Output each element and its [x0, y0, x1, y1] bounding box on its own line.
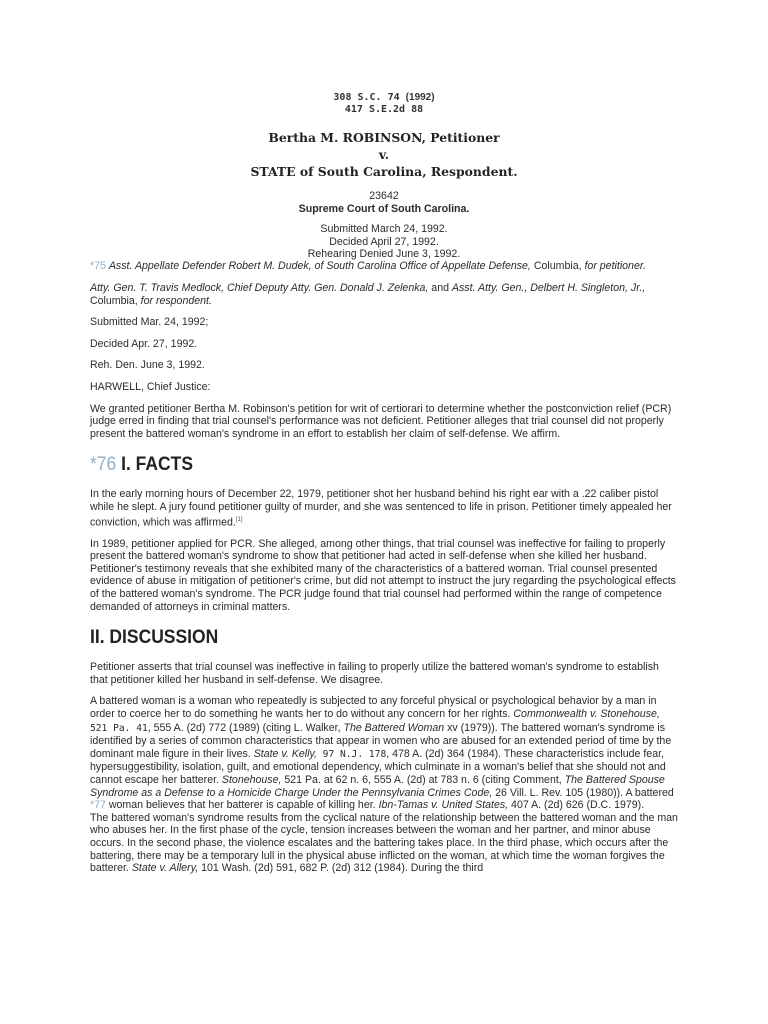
p2-text-7: woman believes that her batterer is capable of killing her. [105, 799, 379, 812]
judge-name: HARWELL, Chief Justice: [90, 380, 211, 393]
submitted-date: Submitted March 24, 1992. [320, 223, 448, 236]
page-star-link[interactable]: *77 [90, 799, 106, 812]
intro-paragraph: We granted petitioner Bertha M. Robinson's petition for writ of certiorari to determine whether the postconviction relief (PCR) judge erred in finding that trial counsel's performance was not deficient. Petitioner alleges that trial counsel did not properly present the battered woman's syndrome in an effort to establish her claim of self-defense. We affirm. [90, 402, 672, 440]
court-name: Supreme Court of South Carolina. [298, 202, 470, 215]
facts-heading-text: I. FACTS [121, 454, 193, 476]
p3-text-1: The battered woman's syndrome results from the cyclical nature of the relationship between the battered woman and the man who abuses her. In the first phase of the cycle, tension increases between the woman and her partner, and minor abuse occurs. In the second phase, the violence escalates and the battering takes place. In the third phase, which occurs after the battering, there may be a temporary lull in the physical abuse inflicted on the woman, at which time the woman forgives the batterer. [90, 811, 678, 875]
respondent-attorney-1: Atty. Gen. T. Travis Medlock, Chief Deputy Atty. Gen. Donald J. Zelenka, [90, 282, 429, 294]
page-star-link[interactable]: *75 [90, 260, 106, 273]
respondent-attorney-2: Asst. Atty. Gen., Delbert H. Singleton, Jr., [451, 282, 646, 294]
for-petitioner: for petitioner. [584, 260, 646, 273]
article-title: The Battered Spouse Syndrome as a Defense to a Homicide Charge Under the Pennsylvania Crimes Code, [90, 773, 665, 799]
discussion-paragraph-1: Petitioner asserts that trial counsel was ineffective in failing to properly utilize the battered woman's syndrome to establish that petitioner killed her husband in self-defense. We disagree. [90, 661, 659, 686]
decision-year: (1992) [405, 92, 435, 103]
citation-header [90, 92, 678, 116]
footnote-link[interactable]: [1] [235, 516, 243, 523]
case-name: Stonehouse, [221, 773, 282, 786]
case-name: State v. Kelly, [253, 747, 317, 760]
case-caption [90, 129, 678, 180]
petitioner-party: Bertha M. ROBINSON, Petitioner [268, 130, 500, 145]
p2-text-3: xv (1979)). The battered woman's syndrome is identified by a series of common characteristics that appear in women who are abused for an extended period of time by the dominant male figure in their lives. [90, 721, 672, 760]
facts-paragraph-2: In 1989, petitioner applied for PCR. She alleged, among other things, that trial counsel was ineffective for failing to properly present the battered woman's syndrome to show that petitioner had acted in self-defense when she killed her husband. Petitioner's testimony reveals that she exhibited many of the characteristics of a battered woman. Trial counsel presented evidence of abuse in mitigation of petitioner's crime, but did not attempt to instruct the jury regarding the psychological effects of the battered woman's syndrome. The PCR judge found that trial counsel had performed within the range of competence demanded of attorneys in criminal matters. [90, 537, 676, 613]
versus-label: v. [378, 147, 390, 162]
case-dates [90, 223, 678, 260]
decided-short: Decided Apr. 27, 1992. [90, 337, 198, 350]
p2-text-2: , 555 A. (2d) 772 (1989) (citing L. Walker, [147, 721, 344, 734]
petitioner-attorney: Asst. Appellate Defender Robert M. Dudek, of South Carolina Office of Appellate Defense, [108, 260, 531, 273]
official-citation [90, 92, 678, 104]
petitioner-counsel [90, 260, 678, 273]
discussion-paragraph-2 [90, 695, 678, 811]
reporter-cite: 521 Pa. 41 [90, 722, 148, 734]
docket-number: 23642 [369, 190, 399, 202]
p2-text-6: 26 Vill. L. Rev. 105 (1980)). A battered [492, 786, 674, 799]
case-name: Commonwealth v. Stonehouse, [513, 708, 660, 720]
respondent-counsel [90, 282, 678, 307]
p2-text-1: A battered woman is a woman who repeatedly is subjected to any forceful physical or psychological behavior by a man in order to coerce her to do something he wants her to do without any concern for her rights. [90, 695, 657, 720]
case-name: State v. Allery, [131, 862, 199, 875]
facts-p1-text: In the early morning hours of December 22, 1979, petitioner shot her husband behind his right ear with a .22 caliber pistol while he slept. A jury found petitioner guilty of murder, and she was sentenced to life in prison. Petitioner timely appealed her conviction, which was affirmed. [90, 488, 672, 529]
discussion-paragraph-3 [90, 812, 678, 875]
book-title: The Battered Woman [343, 721, 445, 734]
p3-text-2: 101 Wash. (2d) 591, 682 P. (2d) 312 (1984). During the third [198, 862, 484, 875]
respondent-city: Columbia, [90, 294, 141, 307]
opinion-page [90, 92, 678, 884]
submitted-short: Submitted Mar. 24, 1992; [90, 316, 209, 329]
page-star-link[interactable]: *76 [90, 454, 117, 476]
regional-citation: 417 S.E.2d 88 [344, 104, 424, 115]
reporter-cite: 97 N.J. 178 [316, 748, 387, 760]
for-respondent: for respondent. [140, 294, 212, 307]
p2-text-5: 521 Pa. at 62 n. 6, 555 A. (2d) at 783 n. 6 (citing Comment, [281, 773, 565, 786]
rehearing-short: Reh. Den. June 3, 1992. [90, 359, 205, 372]
petitioner-city: Columbia, [530, 260, 585, 273]
decided-date: Decided April 27, 1992. [329, 235, 439, 248]
discussion-heading: II. DISCUSSION [90, 627, 219, 649]
respondent-party: STATE of South Carolina, Respondent. [250, 164, 518, 179]
p2-text-8: 407 A. (2d) 626 (D.C. 1979). [508, 799, 645, 812]
case-name: Ibn-Tamas v. United States, [378, 799, 509, 812]
facts-heading [90, 454, 631, 476]
official-reporter-cite: 308 S.C. 74 [333, 92, 400, 103]
facts-paragraph-1 [90, 488, 678, 528]
rehearing-date: Rehearing Denied June 3, 1992. [307, 248, 461, 260]
and-text: and [428, 282, 452, 294]
p2-text-4: , 478 A. (2d) 364 (1984). These characteristics include fear, hypersuggestibility, isolation, guilt, and emotional dependency, which culminate in a woman's belief that she should not and cannot escape her batterer. [90, 747, 666, 786]
